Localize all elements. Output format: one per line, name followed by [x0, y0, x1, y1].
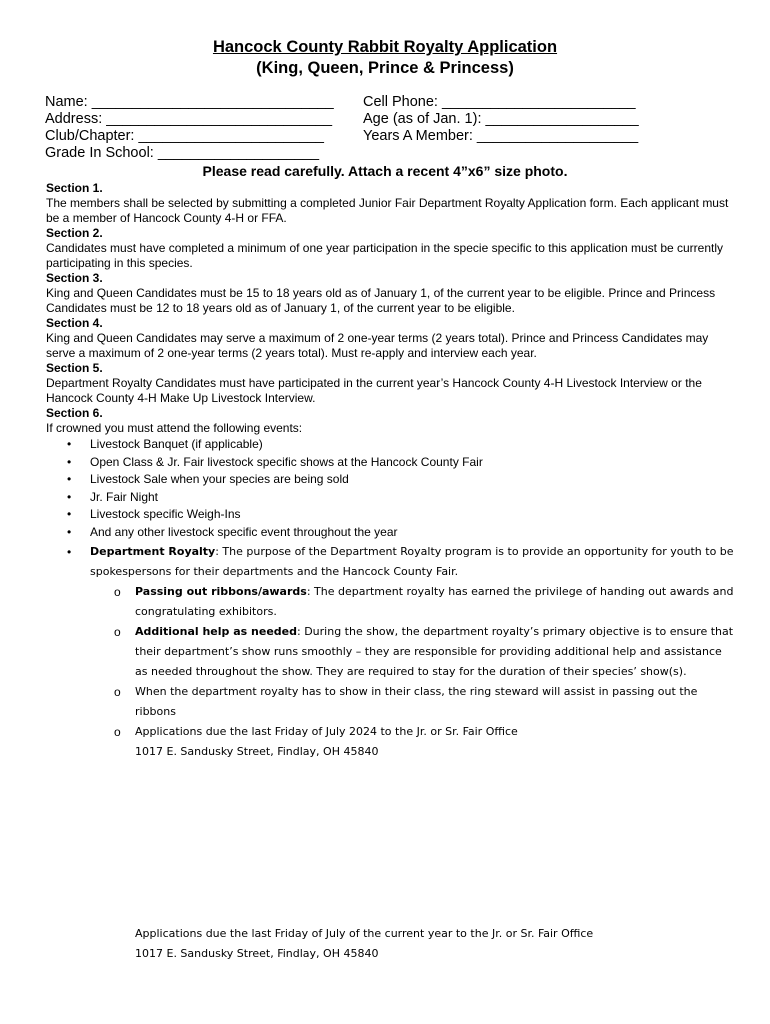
sub-item-text: : During the show, the department royalty’s primary objective is to ensure that their department’s show runs smoothly – they are responsible for providing additional help and assistance as needed throughout the show. They are required to stay for the duration of their species’ show(s).: [135, 625, 734, 678]
circle-bullet-icon: o: [114, 585, 121, 599]
sub-item-text: : The department royalty has earned the privilege of handing out awards and congratulating exhibitors.: [135, 585, 734, 618]
form-subtitle: (King, Queen, Prince & Princess): [256, 59, 514, 77]
list-item: [46, 454, 736, 472]
list-item: [46, 489, 736, 507]
club-chapter-field[interactable]: Club/Chapter: _______________________: [45, 128, 324, 144]
event-label: Jr. Fair Night: [90, 489, 159, 504]
list-item: [46, 471, 736, 489]
circle-bullet-icon: o: [114, 685, 121, 699]
sub-list-item: [46, 622, 736, 682]
address-field[interactable]: Address: ____________________________: [45, 111, 333, 127]
event-label: And any other livestock specific event throughout the year: [90, 524, 398, 539]
sub-item-label: Passing out ribbons/awards: [135, 585, 307, 598]
grade-field[interactable]: Grade In School: ____________________: [45, 145, 320, 161]
sub-list-item: [46, 722, 736, 762]
section-heading: Section 3.: [46, 271, 103, 285]
bullet-icon: •: [67, 545, 72, 559]
list-item: [46, 506, 736, 524]
sub-item-text: When the department royalty has to show in their class, the ring steward will assist in passing out the ribbons: [135, 685, 698, 718]
sub-list-item: [46, 682, 736, 722]
section-heading: Section 5.: [46, 361, 103, 375]
events-list: [46, 436, 736, 541]
section-text: The members shall be selected by submitting a completed Junior Fair Department Royalty Application form. Each applicant must be a member of Hancock County 4-H or FFA.: [46, 196, 729, 225]
royalty-text: : The purpose of the Department Royalty program is to provide an opportunity for youth to be spokespersons for their departments and the Hancock County Fair.: [90, 545, 734, 578]
bullet-icon: •: [67, 454, 72, 469]
name-field[interactable]: Name: ______________________________: [45, 94, 334, 110]
section-heading: Section 6.: [46, 406, 103, 420]
bullet-icon: •: [67, 507, 72, 521]
section-text: King and Queen Candidates must be 15 to 18 years old as of January 1, of the current year to be eligible. Prince and Princess Candidates must be 12 to 18 years old as of January 1, of the current year to be eligible.: [46, 286, 716, 315]
form-title: Hancock County Rabbit Royalty Application: [212, 38, 558, 56]
age-field[interactable]: Age (as of Jan. 1): ___________________: [363, 111, 639, 127]
rules-body: [46, 181, 736, 762]
cell-phone-field[interactable]: Cell Phone: ________________________: [363, 94, 636, 110]
sub-item-label: Additional help as needed: [135, 625, 297, 638]
photo-notice: Please read carefully. Attach a recent 4”x6” size photo.: [202, 163, 568, 179]
office-address: 1017 E. Sandusky Street, Findlay, OH 45840: [135, 745, 379, 758]
sub-list-item: [46, 582, 736, 622]
royalty-label: Department Royalty: [90, 545, 216, 558]
bullet-icon: •: [67, 472, 72, 486]
section-text: If crowned you must attend the following events:: [46, 421, 303, 435]
section-heading: Section 1.: [46, 181, 103, 195]
bullet-icon: •: [67, 524, 72, 539]
event-label: Open Class & Jr. Fair livestock specific shows at the Hancock County Fair: [90, 454, 483, 469]
footer-address: 1017 E. Sandusky Street, Findlay, OH 45840: [135, 947, 379, 960]
footer-deadline: Applications due the last Friday of July of the current year to the Jr. or Sr. Fair Office: [135, 927, 594, 940]
sub-item-text: Applications due the last Friday of July 2024 to the Jr. or Sr. Fair Office: [135, 725, 518, 738]
department-royalty-item: [46, 542, 736, 582]
event-label: Livestock Sale when your species are being sold: [90, 472, 349, 486]
years-member-field[interactable]: Years A Member: ____________________: [363, 128, 639, 144]
section-heading: Section 2.: [46, 226, 103, 240]
section-text: Candidates must have completed a minimum of one year participation in the specie specific to this application must be currently participating in this species.: [46, 241, 724, 270]
circle-bullet-icon: o: [114, 625, 121, 639]
circle-bullet-icon: o: [114, 725, 121, 739]
list-item: [46, 524, 736, 542]
list-item: [46, 436, 736, 454]
bullet-icon: •: [67, 489, 72, 504]
event-label: Livestock Banquet (if applicable): [90, 437, 263, 451]
event-label: Livestock specific Weigh-Ins: [90, 507, 241, 521]
section-heading: Section 4.: [46, 316, 103, 330]
section-text: Department Royalty Candidates must have participated in the current year’s Hancock County 4-H Livestock Interview or the Hancock County 4-H Make Up Livestock Interview.: [46, 376, 702, 405]
section-text: King and Queen Candidates may serve a maximum of 2 one-year terms (2 years total). Prince and Princess Candidates may serve a maximum of 2 one-year terms (2 years total). Must re-apply and interview each year.: [46, 331, 709, 360]
bullet-icon: •: [67, 437, 72, 451]
